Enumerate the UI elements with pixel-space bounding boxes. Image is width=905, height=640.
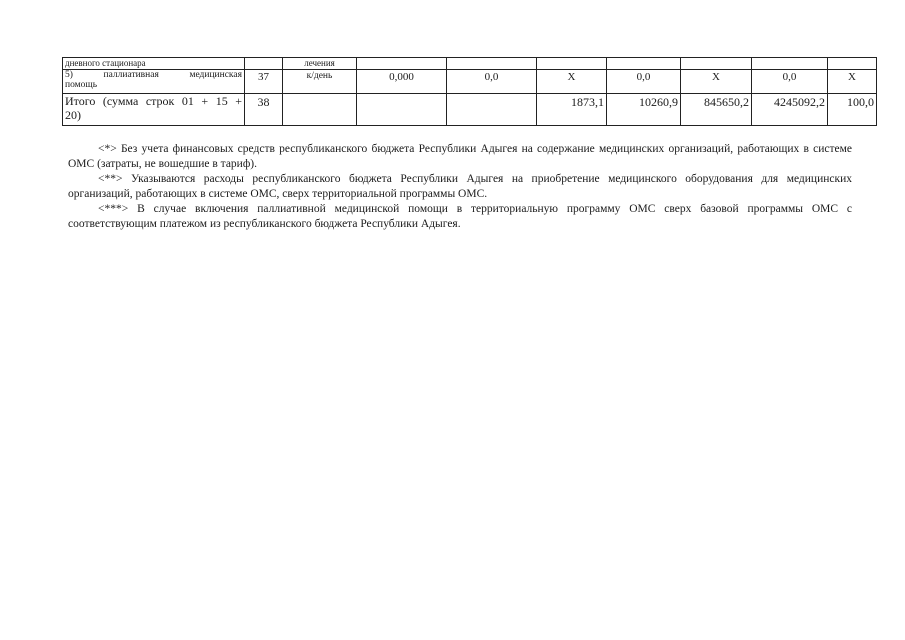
row-label: Итого (сумма строк 01 + 15 + 20) (63, 94, 245, 126)
value-cell (447, 94, 537, 126)
unit-cell (283, 94, 357, 126)
value-cell (357, 94, 447, 126)
table-row (63, 58, 877, 70)
footnote: <***> В случае включения паллиативной медицинской помощи в территориальную программу ОМС сверх базовой программы ОМС с соответствующим платежом из республиканского бюджета Республики Адыгея. (68, 203, 852, 230)
value-cell: 0,0 (607, 70, 681, 94)
footnotes (68, 142, 852, 232)
row-label: 5) паллиативная медицинская помощь (63, 70, 245, 94)
value-cell: 4245092,2 (752, 94, 828, 126)
value-cell: Х (537, 70, 607, 94)
value-cell: 100,0 (828, 94, 877, 126)
value-cell: 0,0 (447, 70, 537, 94)
unit-cell: лечения (283, 58, 357, 70)
budget-table (62, 57, 877, 126)
footnote: <**> Указываются расходы республиканского бюджета Республики Адыгея на приобретение медицинского оборудования для медицинских организаций, работающих в системе ОМС, сверх территориальной программы ОМС. (68, 173, 852, 200)
footnote: <*> Без учета финансовых средств республиканского бюджета Республики Адыгея на содержание медицинских организаций, работающих в системе ОМС (затраты, не вошедшие в тариф). (68, 143, 852, 170)
line-number: 38 (245, 94, 283, 126)
value-cell: Х (828, 70, 877, 94)
value-cell: Х (681, 70, 752, 94)
value-cell: 845650,2 (681, 94, 752, 126)
unit-cell: к/день (283, 70, 357, 94)
table-row (63, 94, 877, 126)
value-cell: 0,000 (357, 70, 447, 94)
row-label: дневного стационара (63, 58, 245, 70)
value-cell: 10260,9 (607, 94, 681, 126)
value-cell: 1873,1 (537, 94, 607, 126)
table-row (63, 70, 877, 94)
value-cell: 0,0 (752, 70, 828, 94)
line-number: 37 (245, 70, 283, 94)
